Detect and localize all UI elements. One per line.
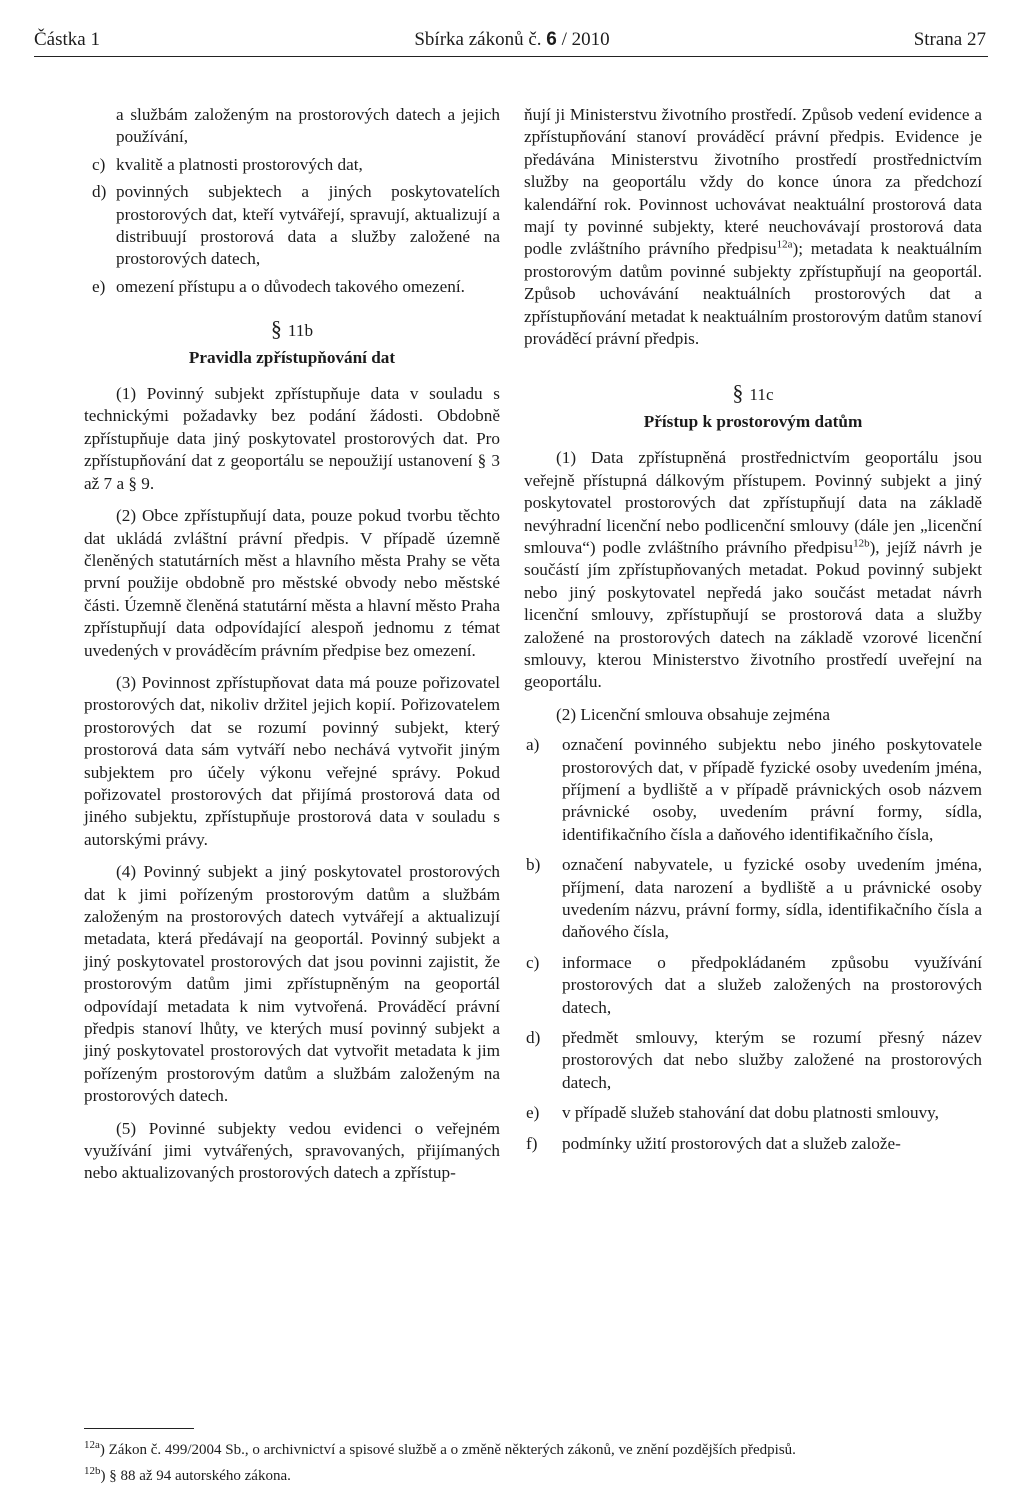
list-item-label: d) — [526, 1028, 541, 1048]
header-year: / 2010 — [561, 29, 610, 50]
list-item-text: podmínky užití prostorových dat a služeb založe- — [562, 1133, 901, 1153]
header-issue-number: 6 — [546, 29, 557, 50]
list-item-text: předmět smlouvy, kterým se rozumí přesný název prostorových dat nebo služby založené na prostorových datech, — [562, 1028, 982, 1092]
list-item-text: v případě služeb stahování dat dobu platnosti smlouvy, — [562, 1103, 939, 1123]
list-item-text: informace o předpokládaném způsobu využívání prostorových dat a služeb založených na prostorových datech, — [562, 952, 982, 1017]
paragraph-continuation — [524, 104, 982, 350]
list-item — [84, 154, 500, 176]
footnote-rule — [84, 1428, 194, 1429]
list-item-label: e) — [92, 276, 106, 296]
list-item — [84, 276, 500, 298]
list-item-label: f) — [526, 1133, 538, 1153]
paragraph: (5) Povinné subjekty vedou evidenci o veřejném využívání jimi vytvářených, spravovaných, přijímaných nebo aktualizovaných prostorových datech a zpřístup- — [84, 1118, 500, 1183]
right-column — [524, 104, 982, 1155]
footnote-ref: 12b — [853, 537, 870, 550]
left-column — [84, 104, 500, 1185]
section-symbol: § — [732, 380, 744, 406]
header-part: Částka 1 — [34, 29, 100, 50]
list-item-continuation — [84, 104, 500, 149]
list-item-text: kvalitě a platnosti prostorových dat, — [116, 154, 363, 174]
list-item — [524, 1027, 982, 1094]
section-title: Pravidla zpřístupňování dat — [188, 347, 396, 367]
paragraph-text: ňují ji Ministerstvu životního prostředí. Způsob vedení evidence a zpřístupňování stanoví prováděcí právní předpis. Evidence je předávána Ministerstvu životního prostředí prostřednictvím služby na geoportálu vždy do konce února za předchozí kalendářní rok. Povinnost uchovávat neaktuální prostorová data mají ty povinné subjekty, které neuchovávají prostorová data podle zvláštního právního předpisu — [524, 105, 982, 259]
paragraph-text: ), jejíž návrh je součástí jím zpřístupňovaných metadat. Pokud povinný subjekt nebo jiný poskytovatel nepředá jako součást metadat návrh licenční smlouvy, zpřístupňují se prostorová data a služby založené na prostorových datech na základě vzorové licenční smlouvy, kterou Ministerstvo životního prostředí uveřejní na geoportálu. — [524, 537, 982, 692]
list-item-text: povinných subjektech a jiných poskytovatelích prostorových dat, kteří vytvářejí, spravují, aktualizují a distribuují prostorová data a služby založené na prostorových datech, — [116, 182, 500, 269]
list-item — [524, 1133, 982, 1155]
header-page-number: Strana 27 — [913, 29, 986, 50]
list-item-text: a službám založeným na prostorových datech a jejich používání, — [116, 105, 500, 147]
list-item-label: a) — [526, 735, 540, 755]
list-item-label: c) — [92, 154, 106, 174]
section-heading — [524, 382, 982, 406]
paragraph — [524, 447, 982, 693]
list-item-text: označení nabyvatele, u fyzické osoby uvedením jména, příjmení, data narození a bydliště a u právnické osoby uvedením názvu, právní formy, sídla, identifikačního čísla a daňového čísla, — [562, 855, 982, 942]
paragraph-text: (1) Data zpřístupněná prostřednictvím geoportálu jsou veřejně přístupná dálkovým přístupem. Povinný subjekt a jiný poskytovatel prostorových dat zpřístupňují data na základě nevýhradní licenční nebo podlicenční smlouvy (dále jen „licenční smlouva“) podle zvláštního právního předpisu — [524, 448, 982, 557]
paragraph: (2) Licenční smlouva obsahuje zejména — [556, 704, 830, 724]
list-item-label: e) — [526, 1103, 540, 1123]
footnote-text: ) § 88 až 94 autorského zákona. — [100, 1468, 291, 1484]
footnote-ref: 12a — [776, 238, 793, 251]
section-symbol: § — [270, 316, 282, 342]
footnote-text: ) Zákon č. 499/2004 Sb., o archivnictví a spisové službě a o změně některých zákonů, ve znění pozdějších předpisů. — [99, 1442, 796, 1458]
section-number: 11b — [287, 321, 314, 341]
paragraph-text: ); metadata k neaktuálním prostorovým datům povinné subjekty zpřístupňují na geoportál. Způsob uchovávání neaktuálních prostorových dat a zpřístupňování metadat k neaktuálním prostorovým datům stanoví prováděcí právní předpis. — [524, 239, 982, 349]
list-item-label: c) — [526, 952, 540, 972]
list-item-text: označení povinného subjektu nebo jiného poskytovatele prostorových dat, v případě fyzické osoby uvedením jména, příjmení a bydliště a v případě právnických osob názvem právnické osoby, uvedením právní formy, sídla, identifikačního čísla a daňového identifikačního čísla, — [562, 735, 982, 844]
footnote — [84, 1466, 291, 1486]
list-item-label: d) — [92, 182, 107, 202]
paragraph: (4) Povinný subjekt a jiný poskytovatel prostorových dat k jimi pořízeným prostorovým datům a službám založeným na prostorových datech vytvářejí a aktualizují metadata, která předávají na geoportál. Povinný subjekt a jiný poskytovatel prostorových dat jsou povinni zajistit, že prostorovým datům jimi zpřístupněným na geoportál odpovídají metadata k nim vytvořená. Prováděcí právní předpis stanoví lhůty, ve kterých musí povinný subjekt a jiný poskytovatel prostorových dat vytvořit metadata k jim pořízeným prostorovým datům a službám založeným na prostorových datech. — [84, 862, 500, 1106]
header-collection-name: Sbírka zákonů č. — [414, 29, 542, 50]
list-item — [524, 952, 982, 1019]
list-item — [524, 854, 982, 944]
list-item — [84, 181, 500, 271]
paragraph: (1) Povinný subjekt zpřístupňuje data v souladu s technickými požadavky bez podání žádosti. Obdobně zpřístupňuje data jiný poskytovatel prostorových dat. Pro zpřístupňování dat z geoportálu se nepoužijí ustanovení § 3 až 7 a § 9. — [84, 384, 500, 493]
section-number: 11c — [749, 385, 774, 405]
header-collection — [0, 28, 1024, 52]
footnote — [84, 1440, 796, 1460]
header-rule — [34, 56, 988, 57]
list-item — [524, 1102, 982, 1124]
section-heading — [84, 318, 500, 342]
list-item-label: b) — [526, 855, 541, 875]
list-item-text: omezení přístupu a o důvodech takového omezení. — [116, 276, 465, 296]
paragraph: (3) Povinnost zpřístupňovat data má pouze pořizovatel prostorových dat, nikoliv držitel jejich kopií. Pořizovatelem prostorových dat se rozumí povinný subjekt, který prostorová data sám vytváří nebo nechává vytvořit jiným subjektem pro účely výkonu veřejné správy. Pokud pořizovatel prostorových dat přijímá prostorová data od jiného subjektu, zpřístupňuje prostorová data v souladu s autorskými právy. — [84, 672, 500, 849]
footnote-mark: 12b — [84, 1465, 101, 1477]
footnote-mark: 12a — [84, 1439, 100, 1451]
section-title: Přístup k prostorovým datům — [643, 411, 863, 431]
list-item — [524, 734, 982, 846]
paragraph: (2) Obce zpřístupňují data, pouze pokud tvorbu těchto dat ukládá zvláštní právní předpis. V případě územně členěných statutárních měst a hlavního města Prahy se věta první použije obdobně pro městské obvody nebo městské části. Územně členěná statutární města a hlavní město Praha zpřístupňují data odpovídající alespoň jednomu z témat uvedených v prováděcím právním předpise bez omezení. — [84, 506, 500, 660]
